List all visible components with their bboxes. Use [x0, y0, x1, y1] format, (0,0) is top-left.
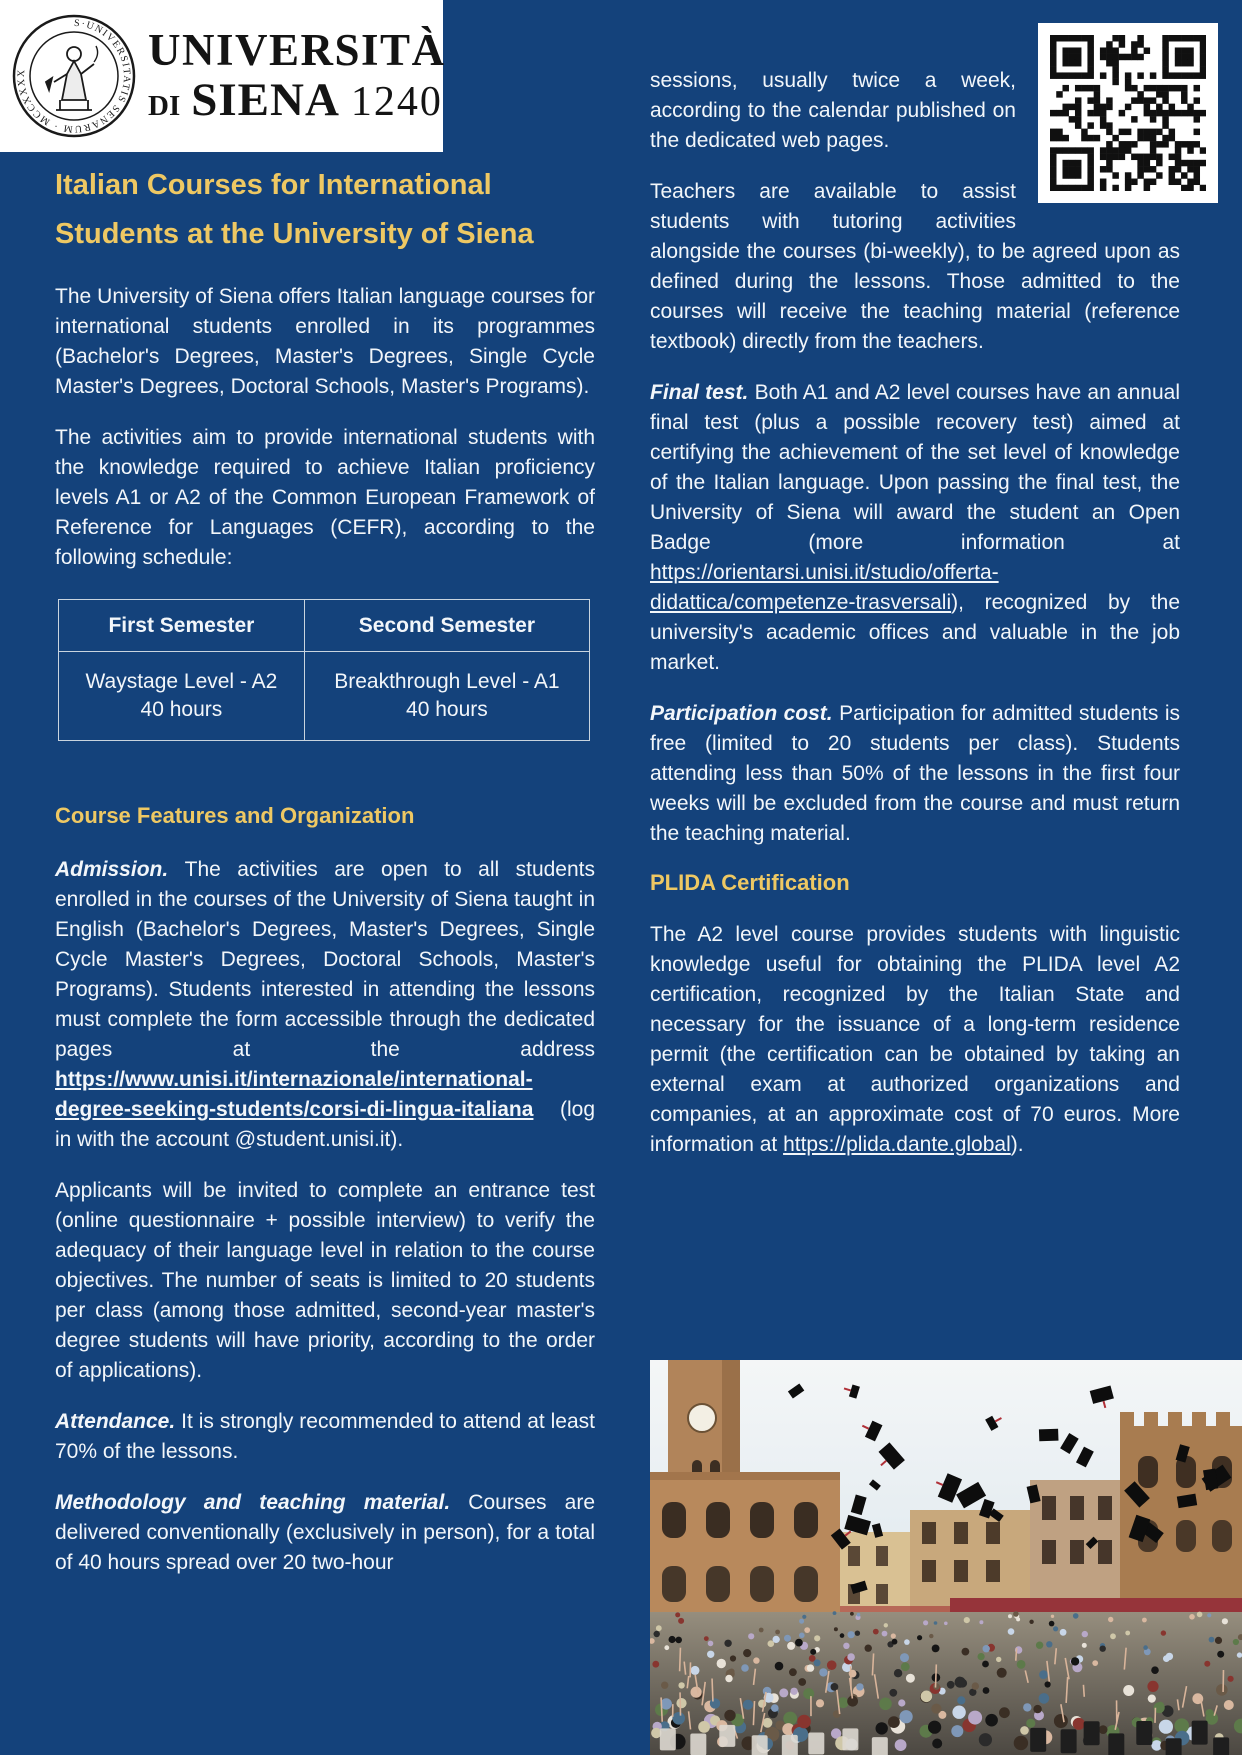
wordmark-universita: UNIVERSITÀ [148, 25, 446, 75]
left-column [55, 152, 595, 1599]
final-test-paragraph [650, 378, 1180, 678]
text-segment: Admission. [55, 858, 185, 881]
table-header-second-semester: Second Semester [304, 600, 589, 652]
text-segment: The A2 level course provides students with linguistic knowledge useful for obtaining the PLIDA level A2 certification, recognized by the Italian State and necessary for the issuance of a long-term residence permit (the certification can be obtained by taking an external exam at authorized organizations and companies, at an approximate cost of 70 euros. More information at [650, 923, 1180, 1156]
plida-paragraph [650, 920, 1180, 1160]
teachers-paragraph: Teachers are available to assist students with tutoring activities alongside the courses (bi-weekly), to be agreed upon as defined during the lessons. Those admitted to the courses will receive the teaching material (reference textbook) directly from the teachers. [650, 180, 1180, 353]
unisi-italian-courses-link[interactable]: https://www.unisi.it/internazionale/international-degree-seeking-students/corsi-di-lingua-italiana [55, 1068, 534, 1121]
table-cell-first-semester: Waystage Level - A2 40 hours [59, 652, 305, 741]
semester-table [58, 599, 590, 741]
qr-code-icon [1050, 35, 1206, 191]
university-logo [0, 0, 446, 152]
text-segment: (log in with the account @student.unisi.it). [55, 1098, 595, 1151]
text-segment: ). [1010, 1133, 1024, 1156]
text-segment: Participation cost. [650, 702, 840, 725]
methodology-paragraph [55, 1488, 595, 1578]
plida-heading: PLIDA Certification [650, 870, 850, 895]
page-title: Italian Courses for International Students at the University of Siena [55, 169, 534, 250]
wordmark-year: 1240 [350, 79, 443, 125]
university-wordmark [148, 25, 446, 126]
graduation-photo [650, 1360, 1242, 1755]
table-header-first-semester: First Semester [59, 600, 305, 652]
text-segment: Courses are delivered conventionally (exclusively in person), for a total of 40 hours spread over 20 two-hour [55, 1491, 595, 1574]
schedule-paragraph: The activities aim to provide international students with the knowledge required to achieve Italian proficiency levels A1 or A2 of the Common European Framework of Reference for Languages (CEFR), according to the following schedule: [55, 426, 595, 569]
seal-ring-text: S·UNIVERSITATIS SENARUM · MCCXXXX [15, 17, 133, 135]
sessions-paragraph: sessions, usually twice a week, according to the calendar published on the dedicated web pages. [650, 69, 1016, 152]
plida-link[interactable]: https://plida.dante.global [783, 1133, 1011, 1156]
applicants-paragraph: Applicants will be invited to complete an entrance test (online questionnaire + possible interview) to verify the adequacy of their language level in relation to the course objectives. The number of seats is limited to 20 students per class (among those admitted, second-year master's degree students will have priority, according to the order of applications). [55, 1179, 595, 1382]
features-heading: Course Features and Organization [55, 803, 415, 828]
text-segment: The activities are open to all students enrolled in the courses of the University of Siena taught in English (Bachelor's Degrees, Master's Degrees, Single Cycle Master's Degrees, Doctoral Schools, Master's Programs). Students interested in attending the lessons must complete the form accessible through the dedicated pages at the address [55, 858, 595, 1061]
text-segment: Attendance. [55, 1410, 182, 1433]
text-segment: Participation for admitted students is free (limited to 20 students per class). Students attending less than 50% of the lessons in the first four weeks will be excluded from the course and must return the teaching material. [650, 702, 1180, 845]
wordmark-di: DI [148, 90, 181, 122]
right-column [650, 0, 1180, 1181]
wordmark-siena: SIENA [191, 74, 340, 126]
table-cell-second-semester: Breakthrough Level - A1 40 hours [304, 652, 589, 741]
university-seal-icon [10, 12, 138, 140]
text-segment: Both A1 and A2 level courses have an annual final test (plus a possible recovery test) aimed at certifying the achievement of the set level of knowledge of the Italian language. Upon passing the final test, the University of Siena will award the student an Open Badge (more information at [650, 381, 1180, 554]
orientarsi-open-badge-link[interactable]: https://orientarsi.unisi.it/studio/offerta-didattica/competenze-trasversali [650, 561, 999, 614]
qr-code [1038, 23, 1218, 203]
participation-paragraph [650, 699, 1180, 849]
text-segment: Methodology and teaching material. [55, 1491, 469, 1514]
text-segment: ), recognized by the university's academic offices and valuable in the job market. [650, 591, 1180, 674]
attendance-paragraph [55, 1407, 595, 1467]
intro-paragraph: The University of Siena offers Italian language courses for international students enrolled in its programmes (Bachelor's Degrees, Master's Degrees, Single Cycle Master's Degrees, Doctoral Schools, Master's Programs). [55, 285, 595, 398]
text-segment: It is strongly recommended to attend at least 70% of the lessons. [55, 1410, 595, 1463]
text-segment: Final test. [650, 381, 755, 404]
admission-paragraph [55, 855, 595, 1155]
table-row [59, 652, 590, 741]
